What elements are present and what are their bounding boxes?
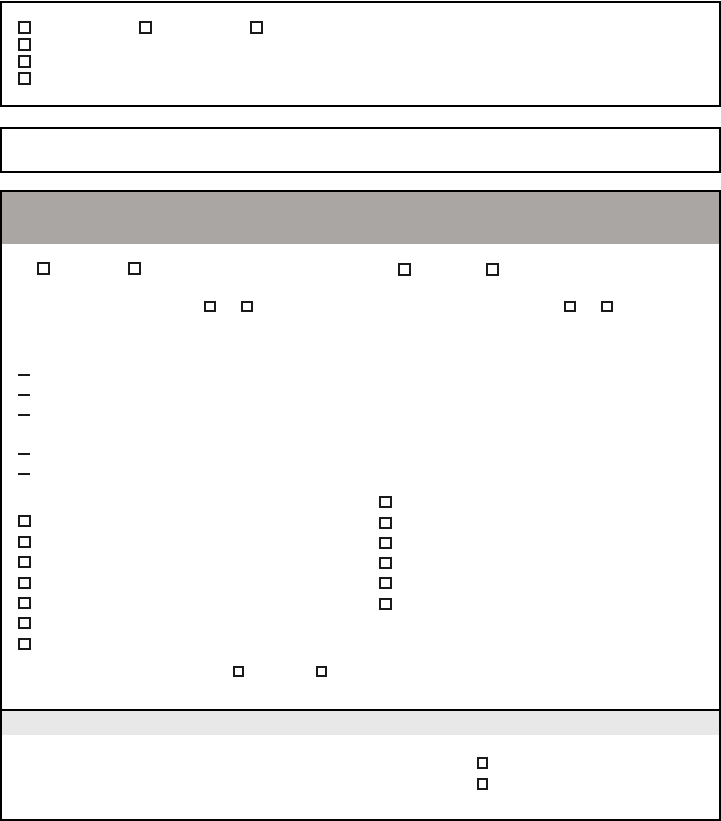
header-box-top-row-checkbox[interactable] bbox=[139, 21, 152, 34]
header-box-left-column-checkbox[interactable] bbox=[18, 38, 31, 51]
header-box-top-row-checkbox[interactable] bbox=[250, 21, 263, 34]
main-middle-column-checkbox[interactable] bbox=[379, 577, 392, 589]
main-left-column-checkbox[interactable] bbox=[18, 577, 31, 589]
main-left-column-checkbox[interactable] bbox=[18, 515, 31, 527]
main-left-column-checkbox[interactable] bbox=[18, 556, 31, 568]
main-bottom-pair-checkbox[interactable] bbox=[233, 666, 244, 677]
main-left-column-checkbox[interactable] bbox=[18, 617, 31, 629]
main-row2-right-pair-checkbox[interactable] bbox=[601, 301, 613, 312]
dash-mark bbox=[18, 453, 30, 455]
dash-mark bbox=[18, 414, 30, 416]
main-left-column-checkbox[interactable] bbox=[18, 536, 31, 548]
header-box-left-column-checkbox[interactable] bbox=[18, 21, 31, 34]
header-box-left-column-checkbox[interactable] bbox=[18, 55, 31, 68]
main-middle-column-checkbox[interactable] bbox=[379, 517, 392, 529]
main-row1-right-pair-checkbox[interactable] bbox=[486, 263, 499, 276]
main-middle-column-checkbox[interactable] bbox=[379, 537, 392, 549]
main-bottom-pair-checkbox[interactable] bbox=[316, 666, 327, 677]
dash-mark bbox=[18, 374, 30, 376]
footer-column-checkbox[interactable] bbox=[477, 757, 488, 769]
dash-mark bbox=[18, 394, 30, 396]
main-middle-column-checkbox[interactable] bbox=[379, 598, 392, 610]
main-row2-left-pair-checkbox[interactable] bbox=[241, 301, 253, 312]
main-row1-right-pair-checkbox[interactable] bbox=[398, 263, 411, 276]
main-row2-left-pair-checkbox[interactable] bbox=[204, 301, 216, 312]
main-row2-right-pair-checkbox[interactable] bbox=[564, 301, 576, 312]
footer-column-checkbox[interactable] bbox=[477, 778, 488, 790]
main-left-column-checkbox[interactable] bbox=[18, 597, 31, 609]
main-middle-column-checkbox[interactable] bbox=[379, 496, 392, 508]
main-row1-left-pair-checkbox[interactable] bbox=[37, 262, 50, 275]
dash-mark bbox=[18, 473, 30, 475]
main-left-column-checkbox[interactable] bbox=[18, 638, 31, 650]
header-box-left-column-checkbox[interactable] bbox=[18, 72, 31, 85]
main-row1-left-pair-checkbox[interactable] bbox=[128, 262, 141, 275]
main-middle-column-checkbox[interactable] bbox=[379, 557, 392, 569]
